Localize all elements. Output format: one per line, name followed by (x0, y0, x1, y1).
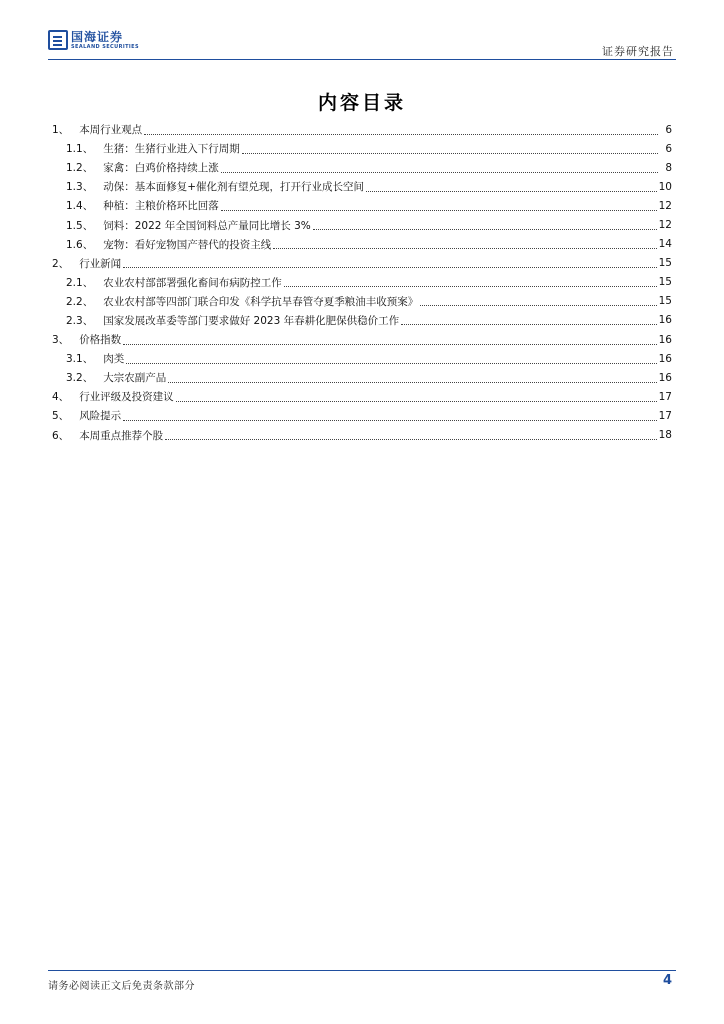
page-number: 4 (662, 973, 672, 988)
toc-entry-text: 种植：主粮价格环比回落 (103, 200, 219, 213)
toc-entry-text: 行业新闻 (79, 257, 122, 270)
toc-entry-number: 1.1、 (66, 143, 94, 156)
toc-entry[interactable] (52, 120, 672, 139)
toc-entry-page: 16 (658, 314, 672, 327)
toc-title: 内容目录 (317, 92, 406, 114)
toc-entry-text: 行业评级及投资建议 (79, 391, 174, 404)
toc-entry-text: 大宗农副产品 (103, 372, 167, 385)
toc-entry-page: 12 (658, 199, 672, 212)
toc-entry-number: 2.1、 (66, 276, 94, 289)
toc-entry[interactable] (52, 349, 672, 368)
toc-leader-dots (366, 182, 657, 192)
toc-entry-page: 15 (658, 257, 672, 270)
table-of-contents (52, 120, 672, 445)
toc-entry-text: 农业农村部等四部门联合印发《科学抗旱春管夺夏季粮油丰收预案》 (103, 295, 419, 308)
toc-entry-number: 1.4、 (66, 200, 94, 213)
footer-divider (48, 970, 676, 971)
toc-leader-dots (242, 144, 658, 154)
toc-entry[interactable] (52, 292, 672, 311)
toc-entry-text: 生猪：生猪行业进入下行周期 (103, 143, 240, 156)
toc-entry-number: 4、 (52, 391, 70, 404)
toc-leader-dots (273, 239, 656, 249)
toc-entry[interactable] (52, 368, 672, 387)
toc-leader-dots (221, 201, 657, 211)
toc-entry-text: 动保：基本面修复+催化剂有望兑现，打开行业成长空间 (103, 181, 364, 194)
toc-entry[interactable] (52, 406, 672, 425)
toc-entry-number: 2.3、 (66, 314, 94, 327)
toc-entry-number: 2.2、 (66, 295, 94, 308)
toc-entry-page: 8 (665, 161, 672, 174)
toc-entry[interactable] (52, 196, 672, 215)
toc-leader-dots (168, 373, 656, 383)
toc-entry-text: 家禽：白鸡价格持续上涨 (103, 162, 219, 175)
toc-entry-page: 16 (658, 333, 672, 346)
logo-icon (48, 30, 68, 50)
toc-entry-page: 10 (658, 180, 672, 193)
logo-text (71, 31, 139, 50)
toc-leader-dots (176, 392, 657, 402)
toc-entry-text: 农业农村部部署强化畜间布病防控工作 (103, 276, 282, 289)
toc-entry[interactable] (52, 158, 672, 177)
toc-entry-number: 1.3、 (66, 181, 94, 194)
toc-entry-page: 15 (658, 295, 672, 308)
logo-cn: 国海证券 (71, 29, 124, 44)
toc-entry-page: 12 (658, 219, 672, 232)
toc-entry-page: 14 (658, 238, 672, 251)
toc-entry-page: 16 (658, 371, 672, 384)
toc-entry-number: 3、 (52, 334, 70, 347)
toc-entry-text: 本周行业观点 (79, 124, 143, 137)
toc-entry[interactable] (52, 215, 672, 234)
toc-entry-text: 本周重点推荐个股 (79, 429, 164, 442)
toc-leader-dots (123, 411, 656, 421)
toc-entry[interactable] (52, 330, 672, 349)
toc-entry[interactable] (52, 254, 672, 273)
toc-entry-number: 3.2、 (66, 372, 94, 385)
toc-entry-number: 1.6、 (66, 238, 94, 251)
toc-entry[interactable] (52, 387, 672, 406)
toc-entry-page: 6 (665, 142, 672, 155)
toc-leader-dots (126, 354, 656, 364)
toc-leader-dots (123, 335, 656, 345)
toc-entry-number: 1、 (52, 124, 70, 137)
footer-disclaimer: 请务必阅读正文后免责条款部分 (48, 981, 195, 992)
toc-entry-number: 1.2、 (66, 162, 94, 175)
toc-entry-text: 风险提示 (79, 410, 122, 423)
page-header (48, 28, 676, 60)
toc-leader-dots (313, 220, 657, 230)
toc-entry[interactable] (52, 139, 672, 158)
toc-entry-text: 国家发展改革委等部门要求做好 2023 年春耕化肥保供稳价工作 (103, 314, 400, 327)
toc-leader-dots (144, 125, 658, 135)
toc-leader-dots (221, 163, 658, 173)
report-type: 证券研究报告 (602, 45, 674, 58)
toc-entry-text: 肉类 (103, 353, 125, 366)
logo-en: SEALAND SECURITIES (71, 43, 139, 50)
toc-entry-page: 17 (658, 390, 672, 403)
toc-leader-dots (401, 315, 657, 325)
toc-leader-dots (420, 296, 656, 306)
toc-entry[interactable] (52, 177, 672, 196)
toc-entry[interactable] (52, 311, 672, 330)
toc-entry-page: 18 (658, 429, 672, 442)
toc-entry[interactable] (52, 426, 672, 445)
toc-leader-dots (284, 277, 657, 287)
toc-entry-number: 1.5、 (66, 219, 94, 232)
toc-entry-page: 16 (658, 352, 672, 365)
toc-entry-page: 6 (665, 123, 672, 136)
company-logo (48, 30, 139, 50)
toc-entry-text: 宠物：看好宠物国产替代的投资主线 (103, 238, 272, 251)
toc-entry-text: 价格指数 (79, 334, 122, 347)
toc-entry[interactable] (52, 273, 672, 292)
toc-entry[interactable] (52, 235, 672, 254)
toc-entry-number: 5、 (52, 410, 70, 423)
toc-entry-number: 2、 (52, 257, 70, 270)
toc-entry-text: 饲料：2022 年全国饲料总产量同比增长 3% (103, 219, 311, 232)
toc-entry-page: 15 (658, 276, 672, 289)
header-divider (48, 59, 676, 60)
toc-entry-number: 6、 (52, 429, 70, 442)
toc-entry-number: 3.1、 (66, 353, 94, 366)
toc-leader-dots (123, 258, 656, 268)
toc-entry-page: 17 (658, 409, 672, 422)
toc-leader-dots (165, 430, 656, 440)
